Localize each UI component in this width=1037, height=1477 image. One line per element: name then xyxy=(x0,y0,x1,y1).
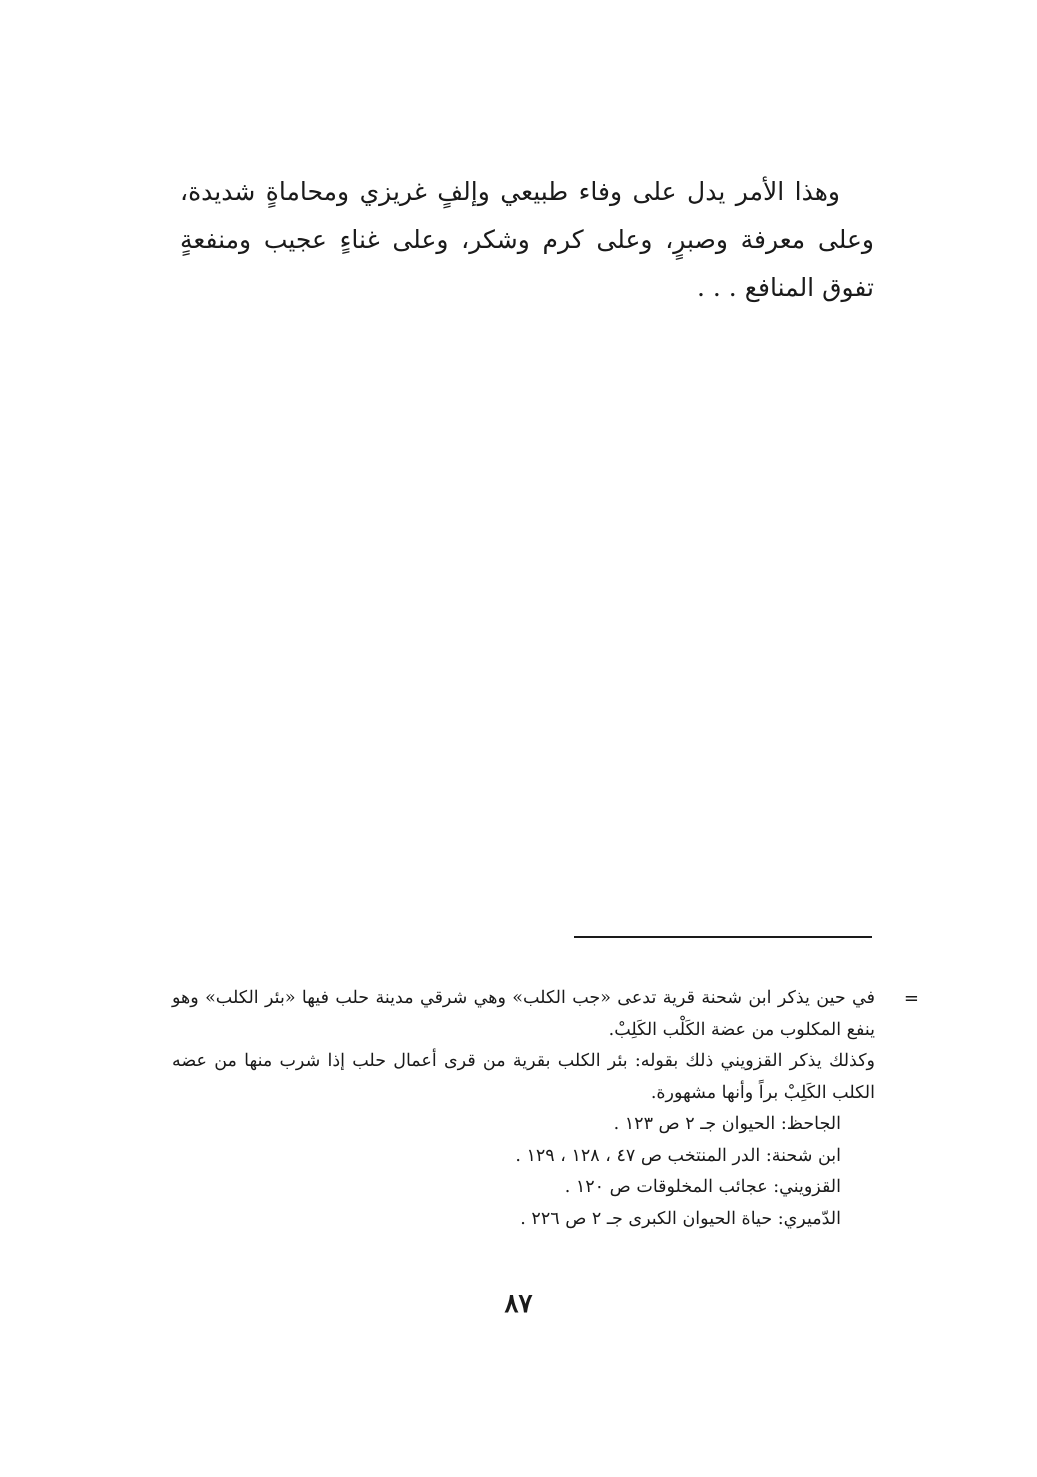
footnote-paragraph xyxy=(172,983,919,1046)
main-text-block xyxy=(180,168,874,312)
main-paragraph: وهذا الأمر يدل على وفاء طبيعي وإلفٍ غريزي ومحاماةٍ شديدة، وعلى معرفة وصبرٍ، وعلى كرم وشكر، وعلى غناءٍ عجيب ومنفعةٍ تفوق المنافع . . . xyxy=(180,177,874,302)
footnote-paragraph: وكذلك يذكر القزويني ذلك بقوله: بئر الكلب بقرية من قرى أعمال حلب إذا شرب منها من عضه الكلب الكَلِبْ براً وأنها مشهورة. xyxy=(172,1051,875,1103)
footnote-source: الدّميري: حياة الحيوان الكبرى جـ ٢ ص ٢٢٦ . xyxy=(520,1208,841,1229)
footnote-source: القزويني: عجائب المخلوقات ص ١٢٠ . xyxy=(564,1177,841,1197)
footnote-source: الجاحظ: الحيوان جـ ٢ ص ١٢٣ . xyxy=(613,1114,841,1134)
footnote-source: ابن شحنة: الدر المنتخب ص ٤٧ ، ١٢٨ ، ١٢٩ . xyxy=(515,1145,841,1166)
page-number: ٨٧ xyxy=(504,1289,533,1319)
footnotes-block xyxy=(172,983,919,1235)
footnote-separator xyxy=(574,936,872,938)
footnote-paragraph-text: في حين يذكر ابن شحنة قرية تدعى «جب الكلب» وهي شرقي مدينة حلب فيها «بئر الكلب» وهو ينفع المكلوب من عضة الكَلْب الكَلِبْ. xyxy=(172,988,875,1040)
footnote-continuation-mark: = xyxy=(903,988,919,1009)
